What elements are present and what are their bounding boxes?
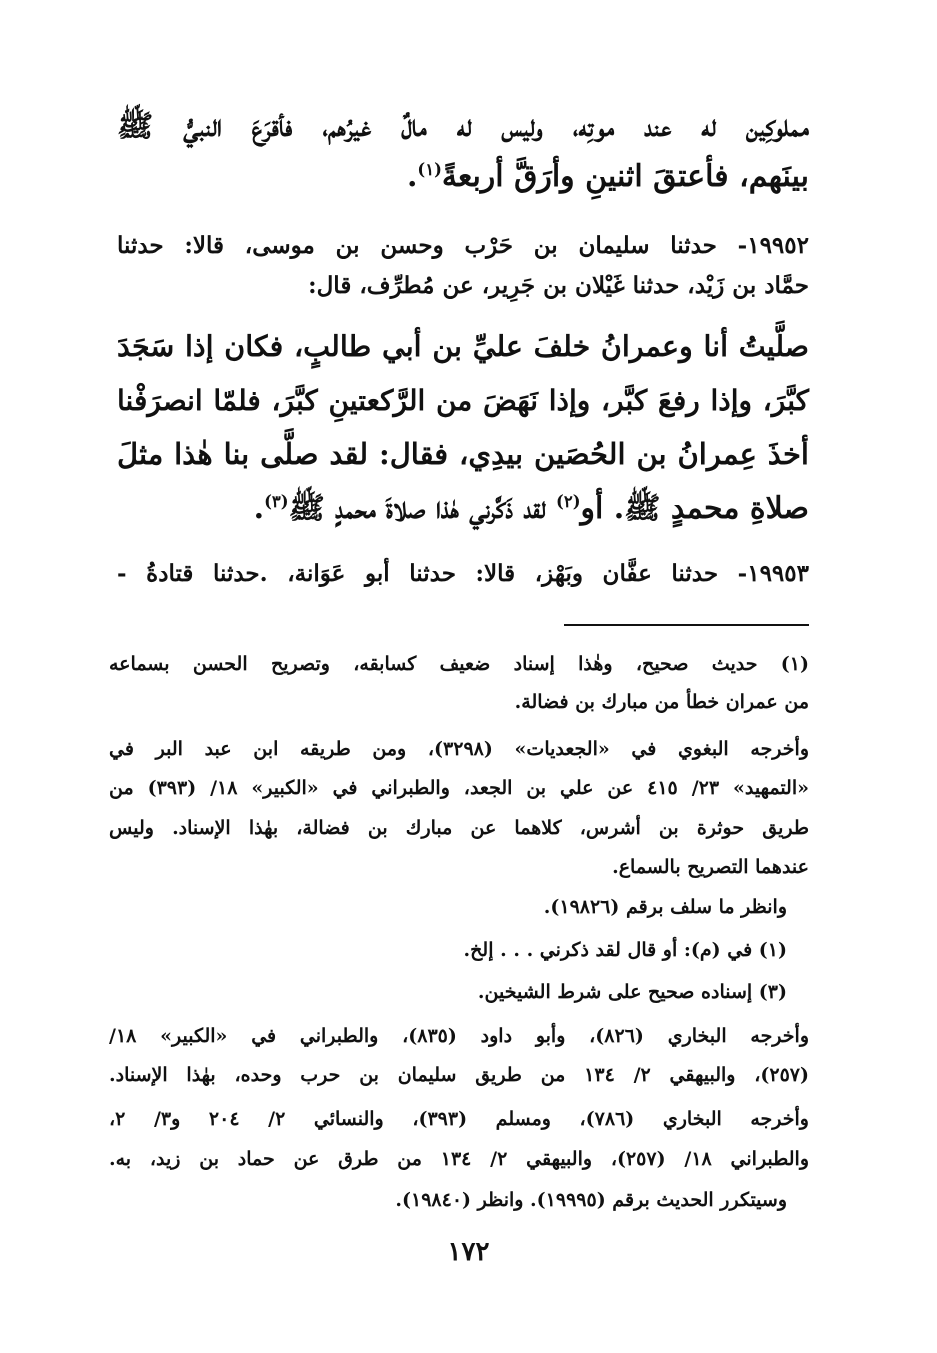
hadith-19952-isnad-line-2: حمَّاد بن زَيْد، حدثنا غَيْلان بن جَرِير، عن مُطرِّف، قال: — [308, 272, 809, 299]
footnote-1-line-6: عندهما التصريح بالسماع. — [612, 856, 809, 878]
footnote-ref-1: (١) — [417, 160, 442, 179]
footnote-1-line-1: (١) حديث صحيح، وهٰذا إسناد ضعيف كسابقه، وتصريح الحسن بسماعه — [109, 653, 809, 675]
hadith-19951-matn-line-1: مملوكِين له عند موتِه، وليس له مالٌ غيرُهم، فأقرَعَ النبيُّ ﷺ — [117, 109, 809, 144]
footnote-2-line-1: (١) في (م): أو قال لقد ذكرني . . . إلخ. — [463, 939, 787, 961]
hadith-19951-matn-line-2: بينَهم، فأعتقَ اثنينِ وأرَقَّ أربعةً$^{(١)}$. — [406, 159, 809, 194]
page-number: ١٧٢ — [447, 1237, 490, 1267]
hadith-19952-matn-line-4: صلاةِ محمدٍ ﷺ. أو$^{(٢)}$ لقد ذَكَّرني هٰذا صلاةَ محمدٍ ﷺ$^{(٣)}$. — [253, 491, 809, 526]
footnote-1-line-7: وانظر ما سلف برقم (١٩٨٢٦). — [543, 896, 787, 918]
footnote-3-line-2: وأخرجه البخاري (٨٢٦)، وأبو داود (٨٣٥)، والطبراني في «الكبير» ١٨/ — [109, 1025, 809, 1047]
footnote-ref-2: (٢) — [556, 492, 581, 511]
hadith-19952-matn-line-1: صلَّيتُ أنا وعمرانُ خلفَ عليِّ بن أبي طالبٍ، فكان إذا سَجَدَ — [117, 329, 809, 363]
footnote-3-line-5: والطبراني ١٨/ (٢٥٧)، والبيهقي ٢/ ١٣٤ من طرق عن حماد بن زيد، به. — [109, 1148, 809, 1170]
footnote-ref-3: (٣) — [264, 492, 289, 511]
hadith-19952-matn-line-2: كبَّرَ، وإذا رفعَ كبَّر، وإذا نَهَضَ من الرَّكعتينِ كبَّرَ، فلمّا انصرَفْنا — [117, 384, 809, 417]
hadith-19953-isnad-line-1: ١٩٩٥٣- حدثنا عفَّان وبَهْز، قالا: حدثنا أبو عَوَانة، .حدثنا قتادةُ - — [117, 560, 809, 587]
footnote-1-line-2: من عمران خطأ من مبارك بن فضالة. — [514, 691, 809, 713]
footnote-1-line-5: طريق حوثرة بن أشرس، كلاهما عن مبارك بن فضالة، بهٰذا الإسناد. وليس — [109, 817, 809, 839]
footnote-3-line-6: وسيتكرر الحديث برقم (١٩٩٩٥). وانظر (١٩٨٤٠). — [395, 1189, 787, 1211]
footnote-1-line-4: «التمهيد» ٢٣/ ٤١٥ عن علي بن الجعد، والطبراني في «الكبير» ١٨/ (٣٩٣) من — [109, 777, 809, 799]
hadith-19952-isnad-line-1: ١٩٩٥٢- حدثنا سليمان بن حَرْب وحسن بن موسى، قالا: حدثنا — [117, 232, 809, 259]
footnote-3-line-1: (٣) إسناده صحيح على شرط الشيخين. — [477, 981, 787, 1003]
footnote-3-line-3: (٢٥٧)، والبيهقي ٢/ ١٣٤ من طريق سليمان بن حرب وحده، بهٰذا الإسناد. — [109, 1064, 809, 1086]
footnote-3-line-4: وأخرجه البخاري (٧٨٦)، ومسلم (٣٩٣)، والنسائي ٢/ ٢٠٤ و٣/ ٢، — [109, 1108, 809, 1130]
footnote-divider — [564, 624, 809, 626]
footnote-1-line-3: وأخرجه البغوي في «الجعديات» (٣٢٩٨)، ومن طريقه ابن عبد البر في — [109, 738, 809, 760]
hadith-19952-matn-line-3: أخذَ عِمرانُ بن الحُصَين بيدِي، فقال: لقد صلَّى بنا هٰذا مثلَ — [117, 437, 809, 471]
